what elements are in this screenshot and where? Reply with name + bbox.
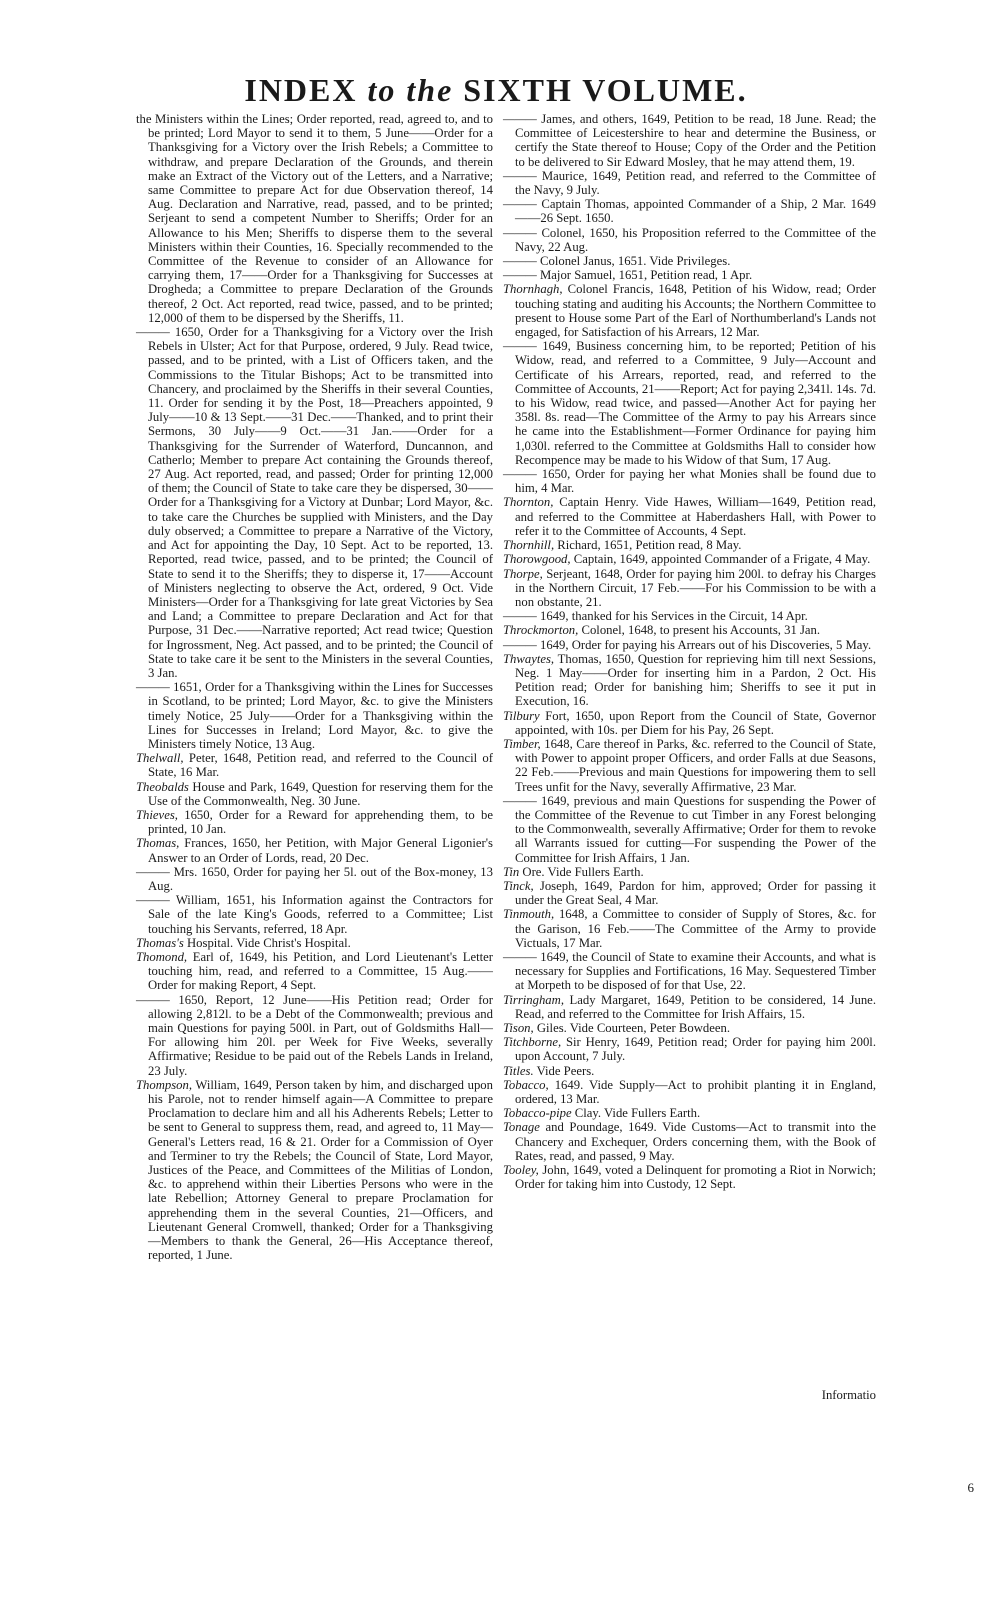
entry-text: Vide Peers.: [533, 1063, 595, 1078]
entry-text: William, 1649, Person taken by him, and discharged upon his Parole, not to render himself again—A Committee to prepare Proclamation to declare him and all his Adherents Rebels; Letter to be sent to General to suppress them, read, and agreed to, 11 May—General's Letters read, 16 & 21. Order for a Commission of Oyer and Terminer to try the Rebels; the Council of State, Lord Mayor, Justices of the Peace, and Committees of the Militias of London, &c. to apprehend within their Liberties Persons who were in the late Rebellion; Attorney General to prepare Proclamation for apprehending them in the several Counties, 21—Officers, and Lieutenant General Cromwell, thanked; Order for a Thanksgiving—Members to thank the General, 26—His Acceptance thereof, reported, 1 June.: [148, 1077, 493, 1263]
entry-heading: Thornton,: [503, 495, 554, 510]
index-entry: [503, 339, 876, 467]
entry-heading: ———: [136, 325, 170, 340]
entry-text: Captain Thomas, appointed Commander of a Ship, 2 Mar. 1649——26 Sept. 1650.: [515, 197, 876, 226]
index-entry: [136, 112, 493, 325]
entry-heading: Tinmouth,: [503, 907, 555, 922]
entry-heading: ———: [503, 112, 537, 126]
entry-text: and Poundage, 1649. Vide Customs—Act to transmit into the Chancery and Exchequer, Orders concerning them, with the Book of Rates, read, and passed, 9 May.: [515, 1120, 876, 1163]
entry-text: Earl of, 1649, his Petition, and Lord Lieutenant's Letter touching him, read, and referred to a Committee, 15 Aug.——Order for making Report, 4 Sept.: [148, 949, 493, 993]
index-entry: [503, 1035, 876, 1063]
entry-heading: Thompson,: [136, 1077, 193, 1092]
entry-heading: Thorpe,: [503, 566, 543, 581]
entry-heading: ———: [136, 992, 170, 1007]
entry-heading: ———: [503, 254, 537, 269]
index-entry: [503, 623, 876, 637]
entry-text: Thomas, 1650, Question for reprieving him till next Sessions, Neg. 1 May——Order for inserting him in a Pardon, 2 Oct. His Petition read; Order for banishing him; Sheriffs to see it put in Execution, 16.: [515, 651, 876, 709]
index-entry: [503, 1106, 876, 1120]
entry-heading: ———: [503, 225, 537, 240]
entry-text: Richard, 1651, Petition read, 8 May.: [554, 538, 742, 553]
index-entry: [503, 567, 876, 610]
entry-text: Ore. Vide Fullers Earth.: [519, 864, 644, 879]
entry-heading: Tirringham,: [503, 992, 564, 1007]
index-entry: [503, 865, 876, 879]
entry-text: Captain, 1649, appointed Commander of a Frigate, 4 May.: [570, 552, 871, 567]
entry-text: 1649. Vide Supply—Act to prohibit planting it in England, ordered, 13 Mar.: [515, 1077, 876, 1107]
entry-text: Major Samuel, 1651, Petition read, 1 Apr.: [536, 268, 753, 283]
entry-text: Mrs. 1650, Order for paying her 5l. out of the Box-money, 13 Aug.: [148, 864, 493, 893]
entry-heading: ———: [503, 949, 537, 964]
index-entry: [136, 325, 493, 680]
index-entry: [503, 737, 876, 794]
index-entry: [503, 282, 876, 339]
index-entry: [503, 907, 876, 950]
index-entry: [503, 254, 876, 268]
index-entry: [503, 1078, 876, 1106]
entry-text: Colonel, 1650, his Proposition referred to the Committee of the Navy, 22 Aug.: [515, 225, 876, 254]
entry-text: Peter, 1648, Petition read, and referred to the Council of State, 16 Mar.: [148, 751, 493, 780]
entry-text: 1651, Order for a Thanksgiving within the Lines for Successes in Scotland, to be printed; Lord Mayor, &c. to give the Ministers timely Notice, 25 July——Order for a Thanksgiving within the Lines for Successes in Ireland; Lord Mayor, &c. to give the Ministers timely Notice, 13 Aug.: [148, 680, 493, 751]
entry-heading: ———: [136, 864, 170, 879]
right-column: [503, 112, 876, 1191]
index-entry: [136, 993, 493, 1078]
entry-heading: Tooley,: [503, 1163, 539, 1178]
index-entry: [503, 638, 876, 652]
entry-heading: ———: [503, 339, 537, 354]
index-entry: [503, 1064, 876, 1078]
entry-heading: Tobacco-pipe: [503, 1106, 572, 1121]
index-entry: [136, 936, 493, 950]
entry-heading: ———: [503, 467, 537, 482]
index-entry: [503, 268, 876, 282]
entry-text: 1650, Report, 12 June——His Petition read; Order for allowing 2,812l. to be a Debt of the Commonwealth; previous and main Questions for paying 500l. in Part, out of Goldsmiths Hall—For allowing him 20l. per Week for Five Weeks, severally Affirmative; Residue to be paid out of the Rebels Lands in Ireland, 23 July.: [148, 992, 493, 1078]
entry-heading: Timber,: [503, 736, 541, 751]
entry-heading: ———: [503, 609, 537, 624]
entry-text: Maurice, 1649, Petition read, and referred to the Committee of the Navy, 9 July.: [515, 168, 876, 198]
index-entry: [503, 794, 876, 865]
entry-heading: Thwaytes,: [503, 651, 555, 666]
entry-heading: ———: [136, 680, 170, 695]
entry-heading: ———: [503, 268, 537, 283]
catchword: Informatio: [821, 1388, 876, 1402]
entry-text: the Ministers within the Lines; Order reported, read, agreed to, and to be printed; Lord Mayor to send it to them, 5 June——Order for a Thanksgiving for a Victory over the Irish Rebels; a Committee to withdraw, and prepare Declaration of the Grounds, and therein make an Extract of the Victory out of the Letters, and a Narrative; same Committee to prepare Act for due Observation thereof, 14 Aug. Declaration and Narrative, read, passed, and to be printed; Serjeant to send a competent Number to Sheriffs; Order for an Allowance to his Men; Sheriffs to disperse them to the several Ministers within their Counties, 16. Specially recommended to the Committee of the Revenue to consider of an Allowance for carrying them, 17——Order for a Thanksgiving for Successes at Drogheda; a Committee to prepare Declaration of the Grounds thereof, 2 Oct. Act reported, read twice, passed, and to be printed; 12,000 of them to be dispersed by the Sheriffs, 11.: [136, 112, 493, 325]
index-entry: [136, 680, 493, 751]
page-mark: 6: [967, 1480, 974, 1495]
entry-heading: Titchborne,: [503, 1035, 562, 1050]
entry-heading: ———: [503, 168, 537, 183]
index-entry: [136, 1078, 493, 1263]
entry-text: Giles. Vide Courteen, Peter Bowdeen.: [533, 1021, 731, 1035]
entry-heading: Tobacco,: [503, 1077, 549, 1092]
entry-text: Clay. Vide Fullers Earth.: [571, 1106, 701, 1121]
entry-text: John, 1649, voted a Delinquent for promoting a Riot in Norwich; Order for taking him into Custody, 12 Sept.: [515, 1163, 876, 1192]
entry-text: 1648, Care thereof in Parks, &c. referred to the Council of State, with Power to appoint proper Officers, and order Falls at due Seasons, 22 Feb.——Previous and main Questions for impowering them to sell Trees unfit for the Navy, severally Affirmative, 23 Mar.: [515, 736, 876, 794]
title-volume: SIXTH VOLUME.: [463, 72, 748, 108]
entry-text: James, and others, 1649, Petition to be read, 18 June. Read; the Committee of Leicestershire to hear and determine the Business, or certify the State thereof to House; Copy of the Order and the Petition to be delivered to Sir Edward Mosley, that he may attend them, 19.: [515, 112, 876, 169]
index-entry: [136, 893, 493, 936]
entry-heading: Tonage: [503, 1120, 540, 1135]
entry-text: Colonel Francis, 1648, Petition of his Widow, read; Order touching stating and auditing his Accounts; the Northern Committee to present to House some Part of the Earl of Northumberland's Lands not engaged, for Satisfaction of his Arrears, 12 Mar.: [515, 282, 876, 340]
entry-heading: ———: [136, 893, 170, 908]
left-column: [136, 112, 493, 1262]
entry-heading: Theobalds: [136, 779, 189, 794]
entry-text: 1649, Order for paying his Arrears out of his Discoveries, 5 May.: [536, 637, 872, 652]
entry-heading: Tilbury: [503, 708, 540, 723]
title-index: INDEX: [244, 72, 358, 108]
entry-heading: Thelwall,: [136, 751, 184, 766]
index-entry: [503, 609, 876, 623]
index-entry: [503, 538, 876, 552]
index-entry: [136, 780, 493, 808]
index-entry: [136, 950, 493, 993]
index-entry: [503, 169, 876, 197]
index-entry: [503, 226, 876, 254]
index-entry: [136, 751, 493, 779]
index-entry: [136, 865, 493, 893]
entry-heading: Tin: [503, 864, 520, 879]
entry-text: Fort, 1650, upon Report from the Council of State, Governor appointed, with 10s. per Diem for his Pay, 26 Sept.: [515, 708, 876, 737]
index-entry: [503, 709, 876, 737]
entry-heading: Thornhill,: [503, 538, 555, 553]
index-entry: [503, 950, 876, 993]
entry-text: Captain Henry. Vide Hawes, William—1649, Petition read, and referred to the Committee at Haberdashers Hall, with Power to refer it to the Committee of Accounts, 4 Sept.: [515, 495, 876, 538]
index-entry: [503, 112, 876, 169]
entry-text: 1650, Order for paying her what Monies shall be found due to him, 4 Mar.: [515, 467, 876, 496]
title-to-the: to the: [367, 72, 454, 108]
entry-text: 1649, Business concerning him, to be reported; Petition of his Widow, read, and referred to a Committee, 9 July—Account and Certificate of his Arrears, reported, read, and referred to the Committee of Accounts, 21——Report; Act for paying 2,341l. 14s. 7d. to his Widow, read twice, and passed—Another Act for paying her 358l. 8s. read—The Committee of the Army to pay his Arrears since he came into the Establishment—Former Ordinance for paying him 1,030l. referred to the Committee at Goldsmiths Hall to consider how Recompence may be made to his Widow of that Sum, 17 Aug.: [515, 339, 876, 467]
entry-heading: ———: [503, 793, 537, 808]
entry-text: 1649, thanked for his Services in the Circuit, 14 Apr.: [536, 609, 808, 624]
entry-heading: Thornhagh,: [503, 282, 563, 297]
index-entry: [503, 879, 876, 907]
index-entry: [503, 467, 876, 495]
index-entry: [136, 808, 493, 836]
index-entry: [503, 993, 876, 1021]
index-entry: [503, 495, 876, 538]
entry-heading: ———: [503, 637, 537, 652]
index-entry: [503, 197, 876, 225]
entry-text: House and Park, 1649, Question for reserving them for the Use of the Commonwealth, Neg. 30 June.: [148, 779, 493, 808]
entry-text: 1649, previous and main Questions for suspending the Power of the Committee of the Revenue to cut Timber in any Forest belonging to the Commonwealth, severally Affirmative; Order for them to revoke all Warrants issued for cutting—For suspending the Power of the Committee for Irish Affairs, 1 Jan.: [515, 793, 876, 865]
entry-heading: Thorowgood,: [503, 552, 571, 567]
entry-text: Lady Margaret, 1649, Petition to be considered, 14 June. Read, and referred to the Committee for Irish Affairs, 15.: [515, 992, 876, 1021]
entry-heading: Thomond,: [136, 949, 188, 964]
entry-heading: Thieves,: [136, 807, 178, 822]
entry-text: Serjeant, 1648, Order for paying him 200l. to defray his Charges in the Northern Circuit, 17 Feb.——For his Commission to be with a non obstante, 21.: [515, 566, 876, 609]
entry-text: Hospital. Vide Christ's Hospital.: [183, 935, 351, 950]
entry-text: 1648, a Committee to consider of Supply of Stores, &c. for the Garison, 16 Feb.——The Committee of the Army to provide Victuals, 17 Mar.: [515, 907, 876, 950]
entry-heading: Throckmorton,: [503, 623, 579, 638]
entry-heading: Thomas's: [136, 935, 184, 950]
index-entry: [503, 1120, 876, 1163]
entry-text: Colonel Janus, 1651. Vide Privileges.: [536, 254, 731, 269]
entry-text: Joseph, 1649, Pardon for him, approved; Order for passing it under the Great Seal, 4 Mar.: [515, 878, 876, 908]
index-entry: [503, 1021, 876, 1035]
entry-text: Sir Henry, 1649, Petition read; Order for paying him 200l. upon Account, 7 July.: [515, 1035, 876, 1064]
page-title: [0, 72, 992, 109]
entry-heading: Thomas,: [136, 836, 180, 851]
entry-text: Frances, 1650, her Petition, with Major General Ligonier's Answer to an Order of Lords, read, 20 Dec.: [148, 836, 493, 865]
index-entry: [136, 836, 493, 864]
entry-text: 1650, Order for a Thanksgiving for a Victory over the Irish Rebels in Ulster; Act for that Purpose, ordered, 9 July. Read twice, passed, and to be printed, with a List of Officers taken, and the Commissions to the Titular Bishops; Act to be transmitted into Chancery, and proclaimed by the Sheriffs in their several Counties, 11. Order for sending it by the Post, 18—Preachers appointed, 9 July——10 & 13 Sept.——31 Dec.——Thanked, and to print their Sermons, 30 July——9 Oct.——31 Jan.——Order for a Thanksgiving for the Surrender of Waterford, Duncannon, and Catherlo; Member to prepare Act containing the Grounds thereof, 27 Aug. Act reported, read, and passed; Order for printing 12,000 of them; the Council of State to take care they be dispersed, 30——Order for a Thanksgiving for a Victory at Dunbar; Lord Mayor, &c. to take care the Churches be supplied with Ministers, and the Day duly observed; a Committee to prepare a Narrative of the Victory, and Act for appointing the Day, 10 Sept. Act to be reported, 13. Reported, read twice, passed, and to be printed; the Council of State to send it to the Sheriffs; they to disperse it, 17——Account of Ministers neglecting to observe the Act, ordered, 9 Oct. Vide Ministers—Order for a Thanksgiving for late great Victories by Sea and Land; a Committee to prepare Declaration and Act for that Purpose, 31 Dec.——Narrative reported; Act read twice; Question for Ingrossment, Neg. Act passed, and to be printed; the Council of State to take care it be sent to the Ministers in the several Counties, 3 Jan.: [148, 325, 493, 680]
entry-text: 1650, Order for a Reward for apprehending them, to be printed, 10 Jan.: [148, 807, 493, 837]
entry-heading: Tison,: [503, 1021, 534, 1035]
entry-text: William, 1651, his Information against the Contractors for Sale of the late King's Goods, referred to a Committee; List touching his Servants, referred, 18 Apr.: [148, 893, 493, 936]
index-entry: [503, 1163, 876, 1191]
index-entry: [503, 652, 876, 709]
entry-heading: Titles.: [503, 1063, 534, 1078]
entry-heading: ———: [503, 197, 537, 212]
entry-heading: Tinck,: [503, 878, 534, 893]
entry-text: 1649, the Council of State to examine their Accounts, and what is necessary for Supplies and Fortifications, 16 May. Sequestered Timber at Morpeth to be disposed of for that Use, 22.: [515, 949, 876, 993]
entry-text: Colonel, 1648, to present his Accounts, 31 Jan.: [578, 623, 821, 638]
index-entry: [503, 552, 876, 566]
